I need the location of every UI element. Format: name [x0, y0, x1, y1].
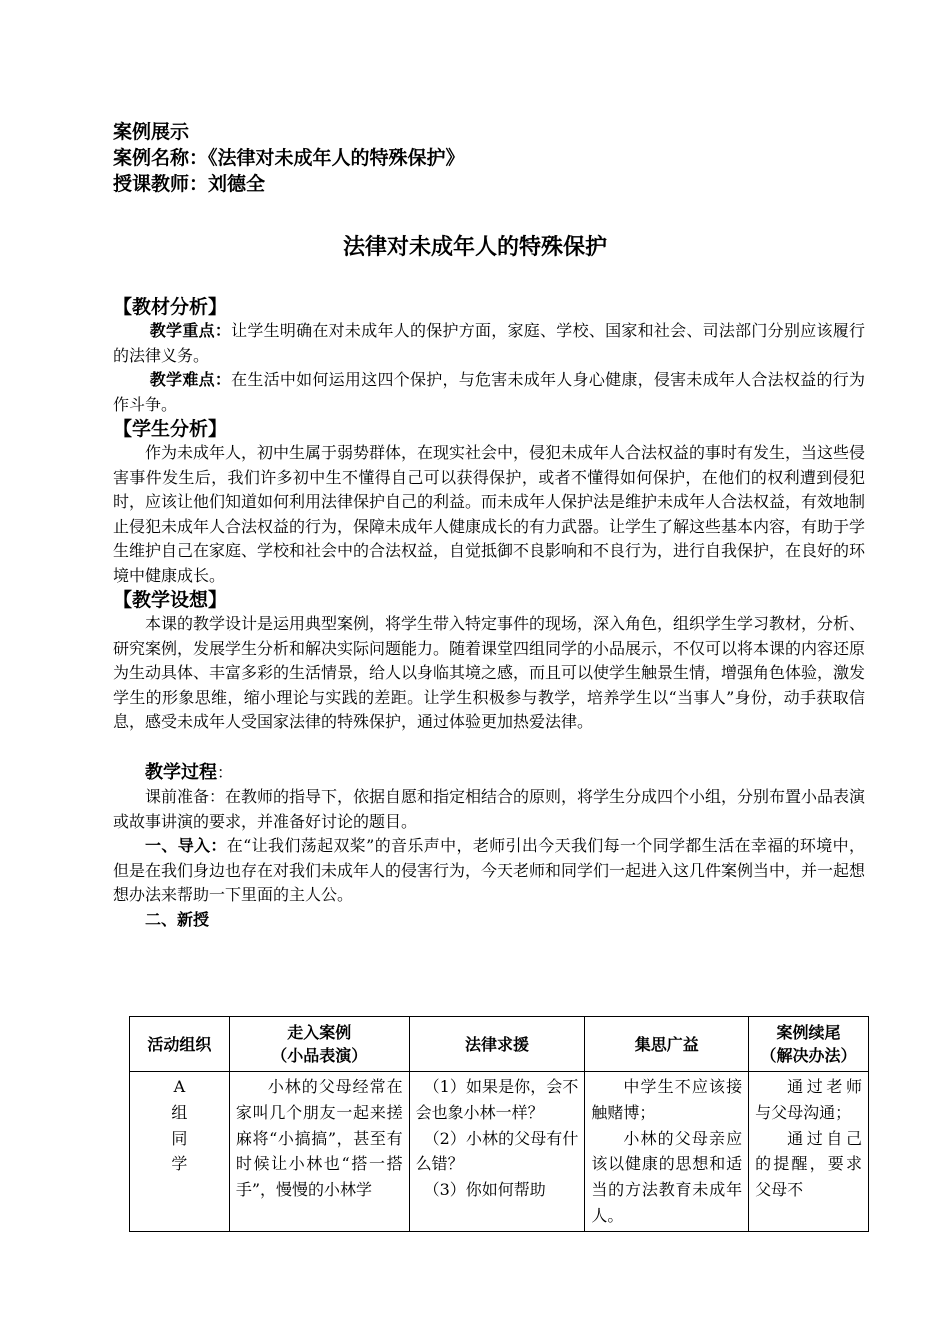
difficult-point-paragraph: [113, 368, 865, 417]
case-cell: 小林的父母经常在家叫几个朋友一起来搓麻将“小搞搞”，甚至有时候让小林也“搭一搭手”，慢慢的小林学: [229, 1072, 409, 1232]
col-header-activity: 活动组织: [130, 1017, 230, 1072]
col-header-ideas: 集思广益: [585, 1017, 749, 1072]
group-cell: A 组 同 学: [130, 1072, 230, 1232]
section-heading-material: 【教材分析】: [113, 296, 228, 318]
header-case-name: 案例名称：《法律对未成年人的特殊保护》: [113, 147, 465, 169]
section-heading-students: 【学生分析】: [113, 418, 228, 440]
difficult-point-label: 教学难点：: [149, 370, 232, 389]
col-header-case: 走入案例 （小品表演）: [229, 1017, 409, 1072]
intro-text: 在“让我们荡起双桨”的音乐声中，老师引出今天我们每一个同学都生活在幸福的环境中，但是在我们身边也存在对我们未成年人的侵害行为，今天老师和同学们一起进入这几件案例当中，并一起想想办法来帮助一下里面的主人公。: [113, 836, 866, 904]
header-showcase: 案例展示: [113, 121, 190, 143]
section-heading-design: 【教学设想】: [113, 589, 228, 611]
header-teacher: 授课教师：刘德全: [113, 173, 266, 195]
intro-paragraph: [113, 834, 865, 908]
body-text: [113, 295, 865, 932]
key-point-text: 让学生明确在对未成年人的保护方面，家庭、学校、国家和社会、司法部门分别应该履行的法律义务。: [113, 321, 865, 365]
ideas-cell: 中学生不应该接触赌博； 小林的父母亲应该以健康的思想和适当的方法教育未成年人。: [585, 1072, 749, 1232]
process-heading-line: [113, 761, 865, 786]
process-heading-colon: ：: [217, 762, 234, 782]
col-header-law: 法律求援: [409, 1017, 585, 1072]
activity-table: [129, 1016, 869, 1232]
intro-label: 一、导入：: [145, 836, 227, 855]
table-row: [130, 1072, 869, 1232]
key-point-label: 教学重点：: [149, 321, 232, 340]
key-point-paragraph: [113, 319, 865, 368]
document-title: 法律对未成年人的特殊保护: [342, 234, 607, 260]
new-lesson-label: 二、新授: [145, 909, 210, 929]
table-header-row: [130, 1017, 869, 1072]
col-header-solution: 案例续尾 （解决办法）: [749, 1017, 869, 1072]
design-paragraph: 本课的教学设计是运用典型案例，将学生带入特定事件的现场，深入角色，组织学生学习教材，分析、研究案例，发展学生分析和解决实际问题能力。随着课堂四组同学的小品展示，不仅可以将本课的内容还原为生动具体、丰富多彩的生活情景，给人以身临其境之感，而且可以使学生触景生情，增强角色体验，激发学生的形象思维，缩小理论与实践的差距。让学生积极参与教学，培养学生以“当事人”身份，动手获取信息，感受未成年人受国家法律的特殊保护，通过体验更加热爱法律。: [113, 614, 866, 731]
difficult-point-text: 在生活中如何运用这四个保护，与危害未成年人身心健康，侵害未成年人合法权益的行为作斗争。: [113, 370, 865, 414]
students-paragraph: 作为未成年人，初中生属于弱势群体，在现实社会中，侵犯未成年人合法权益的事时有发生，当这些侵害事件发生后，我们许多初中生不懂得自己可以获得保护，或者不懂得如何保护，在他们的权利遭到侵犯时，应该让他们知道如何利用法律保护自己的利益。而未成年人保护法是维护未成年人合法权益，有效地制止侵犯未成年人合法权益的行为，保障未成年人健康成长的有力武器。让学生了解这些基本内容，有助于学生维护自己在家庭、学校和社会中的合法权益，自觉抵御不良影响和不良行为，进行自我保护，在良好的环境中健康成长。: [113, 443, 866, 585]
law-cell: （1）如果是你，会不会也象小林一样？ （2）小林的父母有什么错？ （3）你如何帮助: [409, 1072, 585, 1232]
solution-cell: 通过老师与父母沟通； 通过自己的提醒，要求父母不: [749, 1072, 869, 1232]
prep-paragraph: 课前准备：在教师的指导下，依据自愿和指定相结合的原则，将学生分成四个小组，分别布置小品表演或故事讲演的要求，并准备好讨论的题目。: [113, 787, 866, 831]
process-heading: 教学过程: [145, 761, 217, 783]
